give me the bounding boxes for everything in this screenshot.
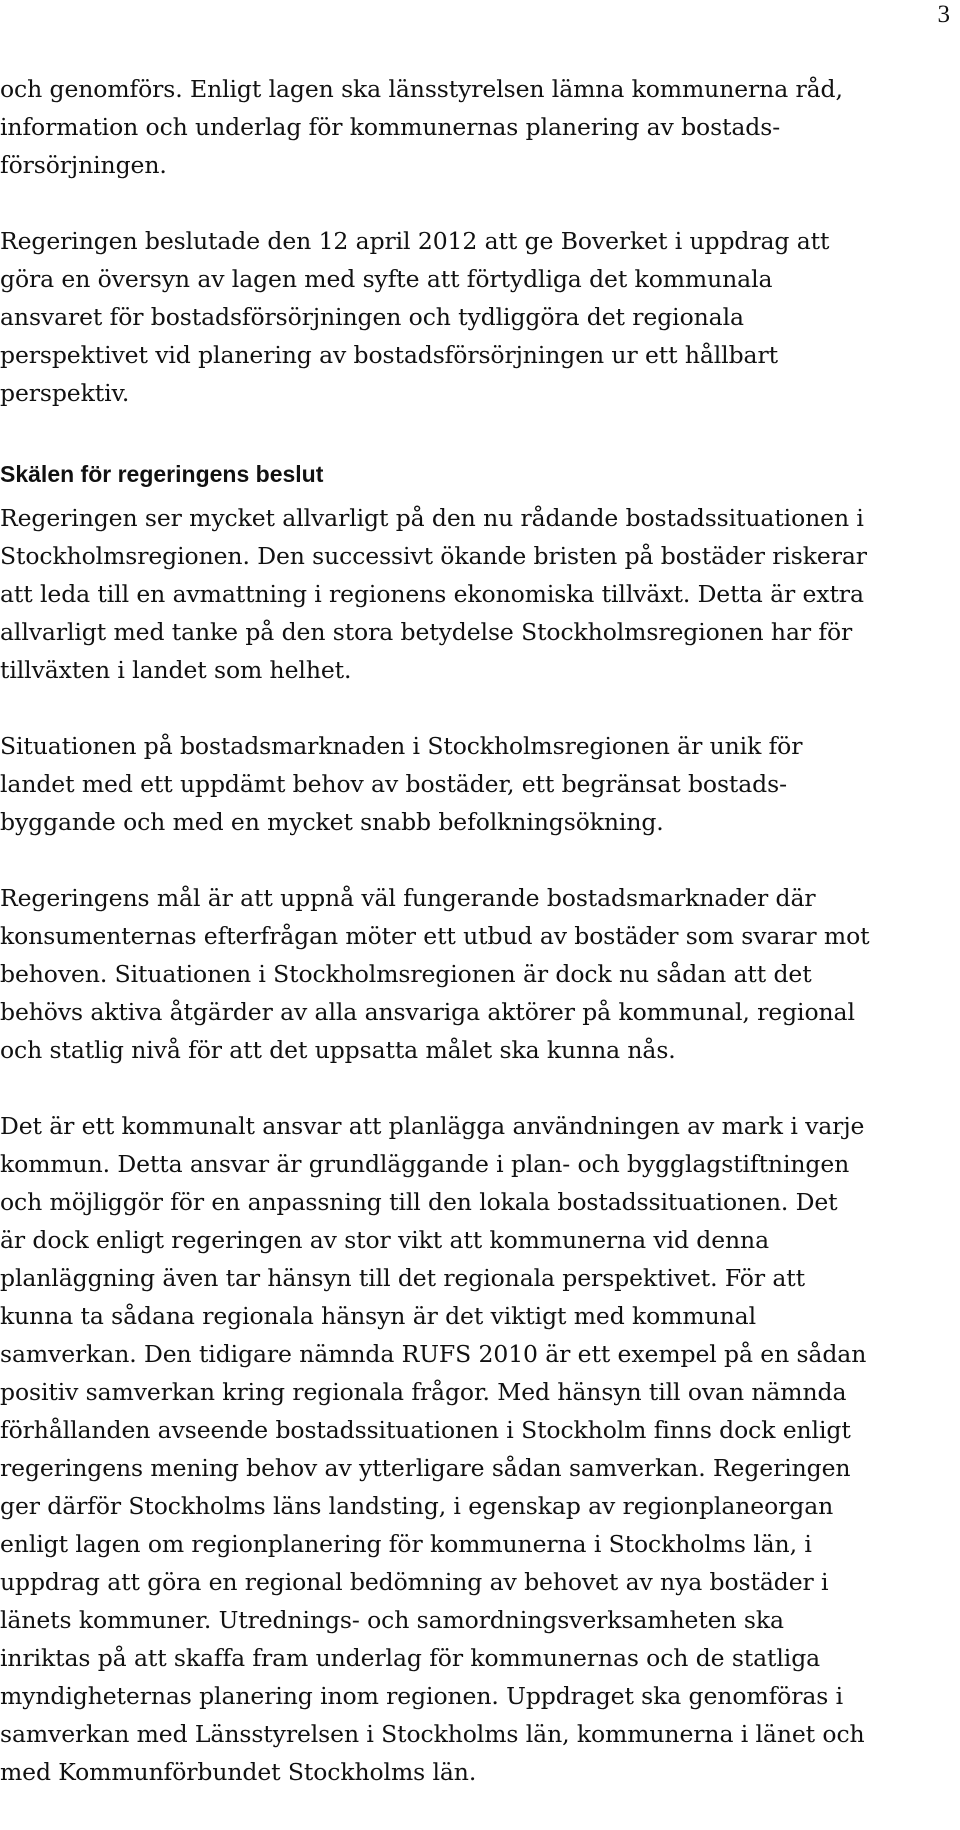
paragraph-1 (0, 70, 955, 184)
text-line: behövs aktiva åtgärder av alla ansvariga aktörer på kommunal, regional (0, 998, 855, 1026)
text-line: samverkan. Den tidigare nämnda RUFS 2010 är ett exempel på en sådan (0, 1340, 867, 1368)
paragraph-4 (0, 727, 955, 841)
paragraph-5 (0, 879, 955, 1069)
paragraph-2 (0, 222, 955, 412)
text-line: landet med ett uppdämt behov av bostäder, ett begränsat bostads- (0, 770, 787, 798)
text-line: samverkan med Länsstyrelsen i Stockholms län, kommunerna i länet och (0, 1720, 865, 1748)
text-line: försörjningen. (0, 151, 167, 179)
text-line: göra en översyn av lagen med syfte att förtydliga det kommunala (0, 265, 773, 293)
text-line: Regeringen ser mycket allvarligt på den nu rådande bostadssituationen i (0, 504, 864, 532)
text-line: med Kommunförbundet Stockholms län. (0, 1758, 477, 1786)
text-line: planläggning även tar hänsyn till det regionala perspektivet. För att (0, 1264, 805, 1292)
text-line: Det är ett kommunalt ansvar att planlägga användningen av mark i varje (0, 1112, 865, 1140)
text-line: regeringens mening behov av ytterligare sådan samverkan. Regeringen (0, 1454, 851, 1482)
text-line: myndigheternas planering inom regionen. Uppdraget ska genomföras i (0, 1682, 844, 1710)
text-line: perspektivet vid planering av bostadsförsörjningen ur ett hållbart (0, 341, 778, 369)
text-line: tillväxten i landet som helhet. (0, 656, 352, 684)
text-line: ger därför Stockholms läns landsting, i egenskap av regionplaneorgan (0, 1492, 834, 1520)
paragraph-gap (0, 412, 955, 450)
text-line: och möjliggör för en anpassning till den lokala bostadssituationen. Det (0, 1188, 838, 1216)
page-number: 3 (937, 1, 950, 28)
text-line: byggande och med en mycket snabb befolkningsökning. (0, 808, 664, 836)
text-line: information och underlag för kommunernas planering av bostads- (0, 113, 781, 141)
document-body (0, 70, 955, 1791)
text-line: Regeringen beslutade den 12 april 2012 att ge Boverket i uppdrag att (0, 227, 830, 255)
text-line: positiv samverkan kring regionala frågor. Med hänsyn till ovan nämnda (0, 1378, 847, 1406)
text-line: kommun. Detta ansvar är grundläggande i plan- och bygglagstiftningen (0, 1150, 850, 1178)
text-line: allvarligt med tanke på den stora betydelse Stockholmsregionen har för (0, 618, 853, 646)
text-line: ansvaret för bostadsförsörjningen och tydliggöra det regionala (0, 303, 744, 331)
text-line: och statlig nivå för att det uppsatta målet ska kunna nås. (0, 1036, 676, 1064)
text-line: perspektiv. (0, 379, 130, 407)
section-heading: Skälen för regeringens beslut (0, 461, 324, 487)
text-line: Situationen på bostadsmarknaden i Stockholmsregionen är unik för (0, 732, 803, 760)
text-line: länets kommuner. Utrednings- och samordningsverksamheten ska (0, 1606, 784, 1634)
text-line: inriktas på att skaffa fram underlag för kommunernas och de statliga (0, 1644, 821, 1672)
text-line: att leda till en avmattning i regionens ekonomiska tillväxt. Detta är extra (0, 580, 864, 608)
paragraph-gap (0, 689, 955, 727)
paragraph-3 (0, 499, 955, 689)
text-line: behoven. Situationen i Stockholmsregionen är dock nu sådan att det (0, 960, 812, 988)
text-line: är dock enligt regeringen av stor vikt att kommunerna vid denna (0, 1226, 769, 1254)
paragraph-gap (0, 184, 955, 222)
text-line: Regeringens mål är att uppnå väl fungerande bostadsmarknader där (0, 884, 816, 912)
text-line: uppdrag att göra en regional bedömning av behovet av nya bostäder i (0, 1568, 829, 1596)
text-line: och genomförs. Enligt lagen ska länsstyrelsen lämna kommunerna råd, (0, 75, 843, 103)
text-line: konsumenternas efterfrågan möter ett utbud av bostäder som svarar mot (0, 922, 870, 950)
text-line: enligt lagen om regionplanering för kommunerna i Stockholms län, i (0, 1530, 812, 1558)
text-line: kunna ta sådana regionala hänsyn är det viktigt med kommunal (0, 1302, 756, 1330)
text-line: Stockholmsregionen. Den successivt ökande bristen på bostäder riskerar (0, 542, 867, 570)
paragraph-6 (0, 1107, 955, 1791)
text-line: förhållanden avseende bostadssituationen i Stockholm finns dock enligt (0, 1416, 851, 1444)
paragraph-gap (0, 841, 955, 879)
paragraph-gap (0, 1069, 955, 1107)
